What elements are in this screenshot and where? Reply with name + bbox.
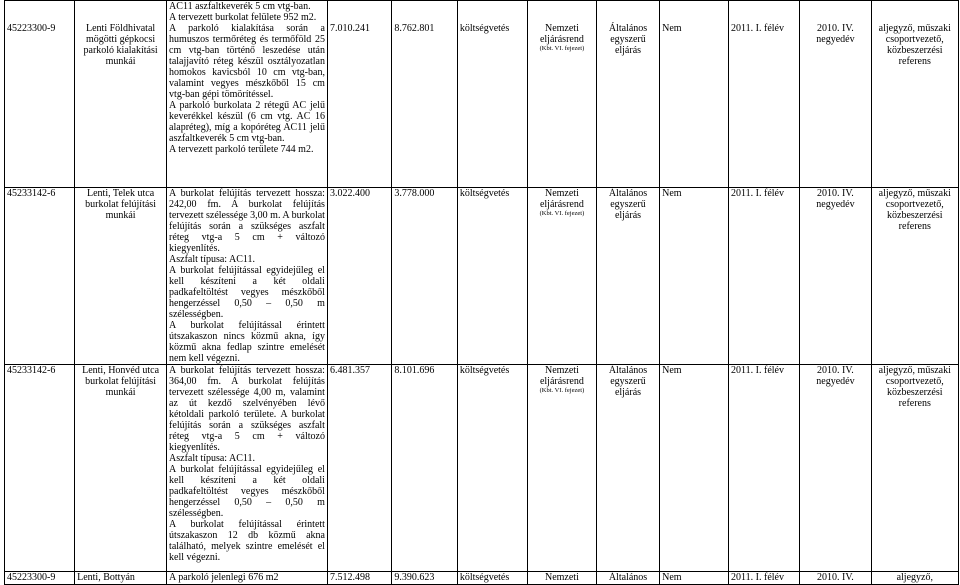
start-period: 2011. I. félév: [729, 365, 800, 572]
procedure-type: Általános: [596, 572, 659, 585]
end-period: 2010. IV. negyedév: [800, 188, 871, 365]
procedure-cell: [527, 1, 596, 188]
funding-source: költségvetés: [457, 1, 527, 188]
procedure-regime: Nemzeti: [527, 572, 596, 585]
procedure-regime: Nemzeti eljárásrend: [539, 188, 584, 210]
responsible-persons: aljegyző,: [871, 572, 958, 585]
start-period: 2011. I. félév: [729, 572, 800, 585]
project-description: A parkoló jelenlegi 676 m2: [167, 572, 328, 585]
desc-paragraph: A burkolat felújítás tervezett hossza: 242,00 fm. A burkolat felújítás tervezett szélessége 3,00 m. A burkolat felújítás során a szükséges aszfalt réteg vtg-a 5 cm + változó kiegyenlítés.: [169, 188, 325, 254]
flag-value: Nem: [660, 572, 729, 585]
desc-paragraph: A burkolat felújítással érintett útszakaszon 12 db közmű akna található, melyek szintre emelését el kell végezni.: [169, 519, 325, 563]
desc-paragraph: A parkoló kialakítása során a humuszos termőréteg és termőföld 25 cm vtg-ban történő leszedése után talajjavító réteg készül osztályozatlan homokos kavicsból 10 cm vtg-ban, valamint vegyes mészkőből 15 cm vtg-ban gépi tömörítéssel.: [169, 23, 325, 100]
desc-paragraph: A tervezett parkoló területe 744 m2.: [169, 144, 314, 155]
desc-paragraph: A parkoló burkolata 2 rétegű AC jelű keverékkel készül (6 cm vtg. AC 16 alapréteg), míg a kopóréteg AC11 jelű aszfaltkeverék 5 cm vtg-ban.: [169, 100, 325, 144]
cpv-code: 45223300-9: [5, 572, 75, 585]
desc-paragraph: A burkolat felújítás tervezett hossza: 364,00 fm. A burkolat felújítás tervezett szélessége 4,00 m, valamint az út kezdő szelvényében lévő kétoldali parkoló területe. A burkolat felújítás során a szükséges aszfalt réteg vtg-a 5 cm + változó kiegyenlítés.: [169, 365, 325, 453]
project-description: [167, 188, 328, 365]
procedure-regime: Nemzeti eljárásrend: [539, 23, 584, 45]
project-description: [167, 1, 328, 188]
procedure-type: Általános egyszerű eljárás: [596, 1, 659, 188]
funding-source: költségvetés: [457, 188, 527, 365]
net-value: 7.512.498: [327, 572, 391, 585]
gross-value: 3.778.000: [392, 188, 458, 365]
project-name: Lenti, Honvéd utca burkolat felújítási munkái: [75, 365, 167, 572]
project-name: Lenti Földhivatal mögötti gépkocsi parkoló kialakítási munkái: [75, 1, 167, 188]
start-period: 2011. I. félév: [729, 188, 800, 365]
procedure-note: (Kbt. VI. fejezet): [539, 387, 585, 394]
desc-paragraph: A burkolat felújítással egyidejűleg el kell készíteni a két oldali padkafeltöltést vegyes mészkőből hengerzéssel 0,50 – 0,50 m szélességben.: [169, 464, 325, 519]
end-period: 2010. IV.: [800, 572, 871, 585]
procurement-table: [4, 0, 959, 585]
desc-paragraph: A burkolat felújítással egyidejűleg el kell készíteni a két oldali padkafeltöltést vegyes mészkőből hengerzéssel 0,50 – 0,50 m szélességben.: [169, 265, 325, 320]
project-description: [167, 365, 328, 572]
desc-paragraph: AC11 aszfaltkeverék 5 cm vtg-ban.: [169, 1, 311, 12]
gross-value: 9.390.623: [392, 572, 458, 585]
start-period: 2011. I. félév: [729, 1, 800, 188]
flag-value: Nem: [660, 188, 729, 365]
cpv-code: 45223300-9: [5, 1, 75, 188]
net-value: 7.010.241: [327, 1, 391, 188]
desc-paragraph: A burkolat felújítással érintett útszakaszon nincs közmű akna, így közmű akna fedlap szintre emelését nem kell végezni.: [169, 320, 325, 364]
desc-paragraph: Aszfalt típusa: AC11.: [169, 254, 256, 265]
desc-paragraph: A tervezett burkolat felülete 952 m2.: [169, 12, 317, 23]
responsible-persons: aljegyző, műszaki csoportvezető, közbeszerzési referens: [871, 365, 958, 572]
project-name: Lenti, Bottyán: [75, 572, 167, 585]
funding-source: költségvetés: [457, 365, 527, 572]
table-row: [5, 365, 959, 572]
project-name: Lenti, Telek utca burkolat felújítási munkái: [75, 188, 167, 365]
flag-value: Nem: [660, 365, 729, 572]
table-row: [5, 572, 959, 585]
desc-paragraph: Aszfalt típusa: AC11.: [169, 453, 256, 464]
procedure-note: (Kbt. VI. fejezet): [539, 210, 585, 217]
cpv-code: 45233142-6: [5, 188, 75, 365]
funding-source: költségvetés: [457, 572, 527, 585]
table-row: [5, 188, 959, 365]
net-value: 3.022.400: [327, 188, 391, 365]
procedure-type: Általános egyszerű eljárás: [596, 188, 659, 365]
procedure-note: (Kbt. VI. fejezet): [539, 45, 585, 52]
cpv-code: 45233142-6: [5, 365, 75, 572]
end-period: 2010. IV. negyedév: [800, 365, 871, 572]
table-row: [5, 1, 959, 188]
responsible-persons: aljegyző, műszaki csoportvezető, közbeszerzési referens: [871, 1, 958, 188]
end-period: 2010. IV. negyedév: [800, 1, 871, 188]
flag-value: Nem: [660, 1, 729, 188]
procedure-cell: [527, 365, 596, 572]
net-value: 6.481.357: [327, 365, 391, 572]
responsible-persons: aljegyző, műszaki csoportvezető, közbeszerzési referens: [871, 188, 958, 365]
procedure-cell: [527, 188, 596, 365]
procedure-regime: Nemzeti eljárásrend: [539, 365, 584, 387]
gross-value: 8.762.801: [392, 1, 458, 188]
gross-value: 8.101.696: [392, 365, 458, 572]
procedure-type: Általános egyszerű eljárás: [596, 365, 659, 572]
